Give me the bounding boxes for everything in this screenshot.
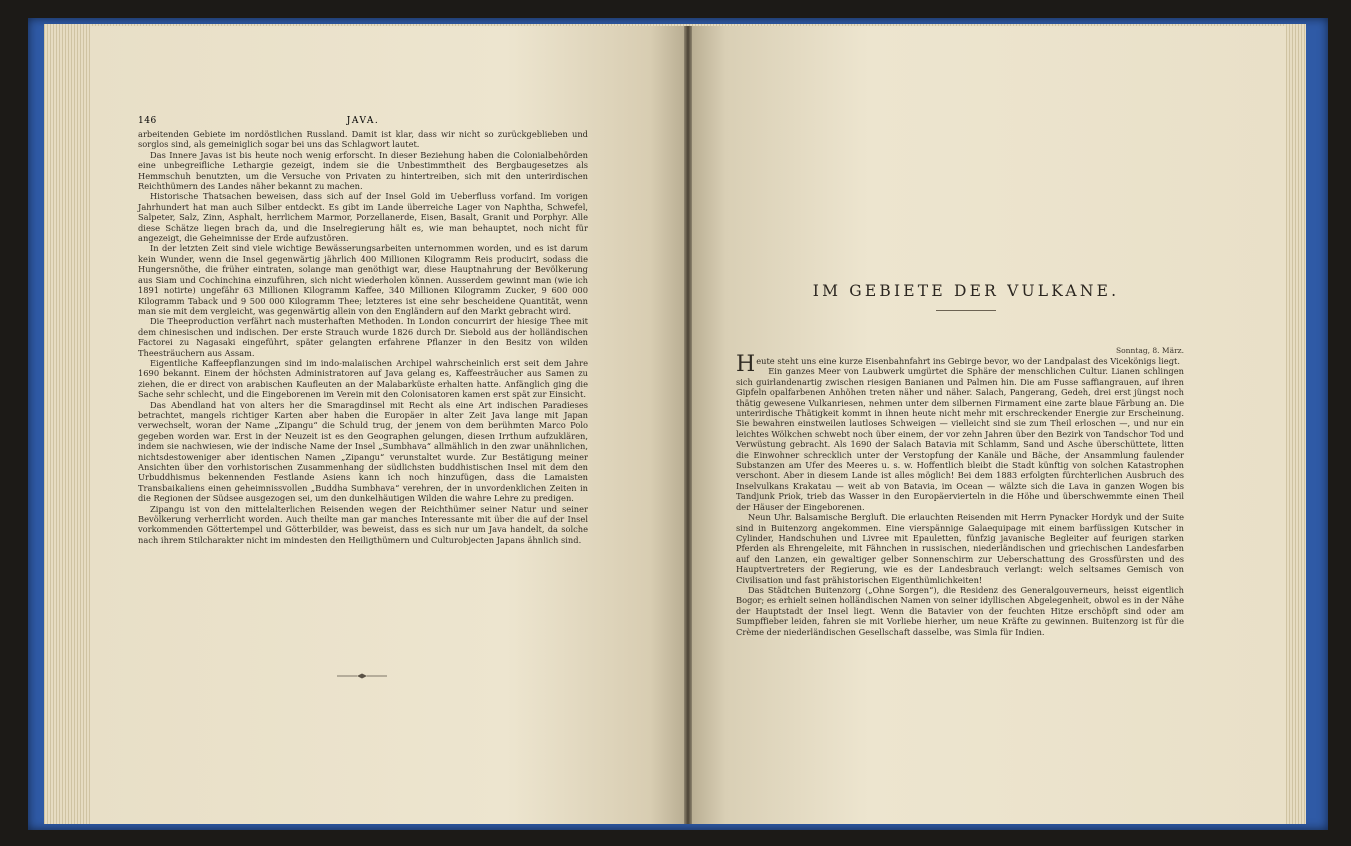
paragraph: Historische Thatsachen beweisen, dass sich auf der Insel Gold im Ueberfluss vorfand. Im vorigen Jahrhundert hat man auch Silber entdeckt. Es gibt im Lande überreiche Lager von Naphtha, Schwefel, Salpeter, Salz, Zinn, Asphalt, herrlichem Marmor, Porzellanerde, Eisen, Basalt, Granit und Porphyr. Alle diese Schätze liegen brach da, und die Inselregierung hält es, wie man behauptet, noch nicht für angezeigt, die Geheimnisse der Erde aufzustören. <box>138 191 588 244</box>
opening-paragraph <box>736 352 1184 377</box>
paragraph: Neun Uhr. Balsamische Bergluft. Die erlauchten Reisenden mit Herrn Pynacker Hordyk und der Suite sind in Buitenzorg angekommen. Eine vierspännige Galaequipage mit einem barfüssigen Kutscher in Cylinder, Handschuhen und Livree mit Epauletten, fünfzig javanische Begleiter auf feurigen starken Pferden als Ehrengeleite, mit Fähnchen in russischen, niederländischen und griechischen Landesfarben auf den Lanzen, ein gewaltiger gelber Sonnenschirm zur Ueberschattung des Grossfürsten und des Hauptvertreters der Regierung, wie es der Landesbrauch verlangt: welch seltsames Gemisch von Civilisation und fast prähistorischen Eigenthümlichkeiten! <box>736 512 1184 585</box>
book-gutter <box>684 26 692 824</box>
drop-cap: H <box>736 352 756 377</box>
dateline: Sonntag, 8. März. <box>1116 346 1184 355</box>
left-text-column <box>138 129 588 545</box>
end-ornament <box>337 673 387 679</box>
paragraph: Das Städtchen Buitenzorg („Ohne Sorgen“), die Residenz des Generalgouverneurs, heisst eigentlich Bogor; es erhielt seinen holländischen Namen von seiner idyllischen Abgelegenheit, obwol es in der Nähe der Hauptstadt der Insel liegt. Wenn die Batavier von der feuchten Hitze erschöpft sind oder am Sumpffieber leiden, fahren sie mit Vorliebe hierher, um neue Kräfte zu gewinnen. Buitenzorg ist für die Crème der niederländischen Gesellschaft dasselbe, was Simla für Indien. <box>736 584 1184 637</box>
paragraph: Das Abendland hat von alters her die Smaragdinsel mit Recht als eine Art indischen Paradieses betrachtet, mangels richtiger Karten aber haben die Europäer in alter Zeit Java lange mit Japan verwechselt, woran der Name „Zipangu“ die Schuld trug, der jenem von dem berühmten Marco Polo gegeben worden war. Erst in der Neuzeit ist es den Geographen gelungen, diesen Irrthum aufzuklären, indem sie nachwiesen, wie der indische Name der Insel „Sumbhava“ allmählich in den zwar unähnlichen, nichtsdestoweniger aber identischen Namen „Zipangu“ verunstaltet wurde. Zur Bestätigung meiner Ansichten über den vorhistorischen Zusammenhang der südlichsten buddhistischen Insel mit dem den Urbuddhismus bekennenden Festlande Asiens kann ich noch hinzufügen, dass die Lamaisten Transbaikaliens einen geheimnissvollen „Buddha Sumbhava“ verehren, der in unvordenklichen Zeiten in die Regionen der Südsee ausgezogen sei, um den dunkelhäutigen Wilden die wahre Lehre zu predigen. <box>138 399 588 504</box>
paragraph: Die Theeproduction verfährt nach musterhaften Methoden. In London concurrirt der hiesige Thee mit dem chinesischen und indischen. Der erste Strauch wurde 1826 durch Dr. Siebold aus der holländischen Factorei zu Nagasaki eingeführt, später gelangten erfahrene Pflanzer in den Besitz von wilden Theesträuchern aus Assam. <box>138 316 588 358</box>
paragraph: In der letzten Zeit sind viele wichtige Bewässerungsarbeiten unternommen worden, und es ist darum kein Wunder, wenn die Insel gegenwärtig jährlich 400 Millionen Kilogramm Reis producirt, sodass die Hungersnöthe, die früher eintraten, solange man genöthigt war, diese Hauptnahrung der Bevölkerung aus Siam und Cochinchina einzuführen, sich nicht wiederholen können. Ausserdem gewinnt man (wie ich 1891 notirte) ungefähr 63 Millionen Kilogramm Kaffee, 340 Millionen Kilogramm Zucker, 9 600 000 Kilogramm Taback und 9 500 000 Kilogramm Thee; letzteres ist eine sehr bescheidene Quantität, wenn man sie mit dem vergleicht, was gegenwärtig allein von den Engländern auf den Markt gebracht wird. <box>138 243 588 316</box>
paragraph: Ein ganzes Meer von Laubwerk umgürtet die Sphäre der menschlichen Cultur. Lianen schlingen sich guirlandenartig zwischen riesigen Banianen und Palmen hin. Die am Fusse saffiangrauen, auf ihren Gipfeln opalfarbenen Anhöhen treten näher und näher. Salach, Pangerang, Gedeh, drei erst jüngst noch thätig gewesene Vulkanriesen, nehmen unter dem silbernen Firmament eine zarte blaue Färbung an. Die unterirdische Thätigkeit kommt in ihnen heute nicht mehr mit erschreckender Energie zur Erscheinung. Sie bewahren einstweilen lautloses Schweigen — vielleicht sind sie zum Theil erloschen —, und nur ein leichtes Wölkchen schwebt noch über einem, der vor zehn Jahren über den Bezirk von Tandschor Tod und Verwüstung gebracht. Als 1690 der Salach Batavia mit Schlamm, Sand und Asche überschüttete, litten die Einwohner schrecklich unter der Verstopfung der Kanäle und Bäche, der Ansammlung faulender Substanzen am Ufer des Meeres u. s. w. Hoffentlich bleibt die Stadt künftig von solchen Katastrophen verschont. Aber in diesem Lande ist alles möglich! Bei dem 1883 erfolgten fürchterlichen Ausbruch des Inselvulkans Krakatau — weit ab von Batavia, im Ocean — wälzte sich die Lava in ganzen Wogen bis Tandjunk Priok, trieb das Wasser in den Europäervierteln in die Höhe und überschwemmte einen Theil der Häuser der Eingeborenen. <box>736 366 1184 512</box>
paragraph: Das Innere Javas ist bis heute noch wenig erforscht. In dieser Beziehung haben die Colonialbehörden eine unbegreifliche Lethargie gezeigt, indem sie die Unbestimmtheit des Bergbaugesetzes als Hemmschuh benutzten, um die Versuche von Privaten zu hintertreiben, sich mit den unterirdischen Reichthümern des Landes näher bekannt zu machen. <box>138 149 588 192</box>
right-text-column <box>736 352 1184 637</box>
paragraph: Zipangu ist von den mittelalterlichen Reisenden wegen der Reichthümer seiner Natur und seiner Bevölkerung verherrlicht worden. Auch theilte man gar manches Interessante mit über die auf der Insel vorkommenden Göttertempel und Götterbilder, was beweist, dass es sich nur um Java handelt, da solche nach ihrem Stilcharakter nicht im mindesten den Heiligthümern und Culturobjecten Japans ähnlich sind. <box>138 503 588 545</box>
running-title: JAVA. <box>346 116 380 126</box>
running-head <box>138 116 588 128</box>
title-rule <box>936 310 996 311</box>
chapter-title: IM GEBIETE DER VULKANE. <box>812 282 1120 300</box>
paragraph: Eigentliche Kaffeepflanzungen sind im indo-malaiischen Archipel wahrscheinlich erst seit dem Jahre 1690 bekannt. Einem der höchsten Administratoren auf Java gelang es, Kaffeesträucher aus Samen zu ziehen, die er direct von arabischen Kaufleuten an der Malabarküste erhalten hatte. Anfänglich ging die Sache sehr schlecht, und die Eingeborenen im Verein mit den Colonisatoren kamen erst spät zur Einsicht. <box>138 357 588 400</box>
paragraph: arbeitenden Gebiete im nordöstlichen Russland. Damit ist klar, dass wir nicht so zurückgeblieben und sorglos sind, als gemeiniglich sogar bei uns das Schlagwort lautet. <box>138 129 588 150</box>
opening-text: eute steht uns eine kurze Eisenbahnfahrt ins Gebirge bevor, wo der Landpalast des Vicekönigs liegt. <box>756 356 1181 366</box>
page-number: 146 <box>138 116 157 126</box>
